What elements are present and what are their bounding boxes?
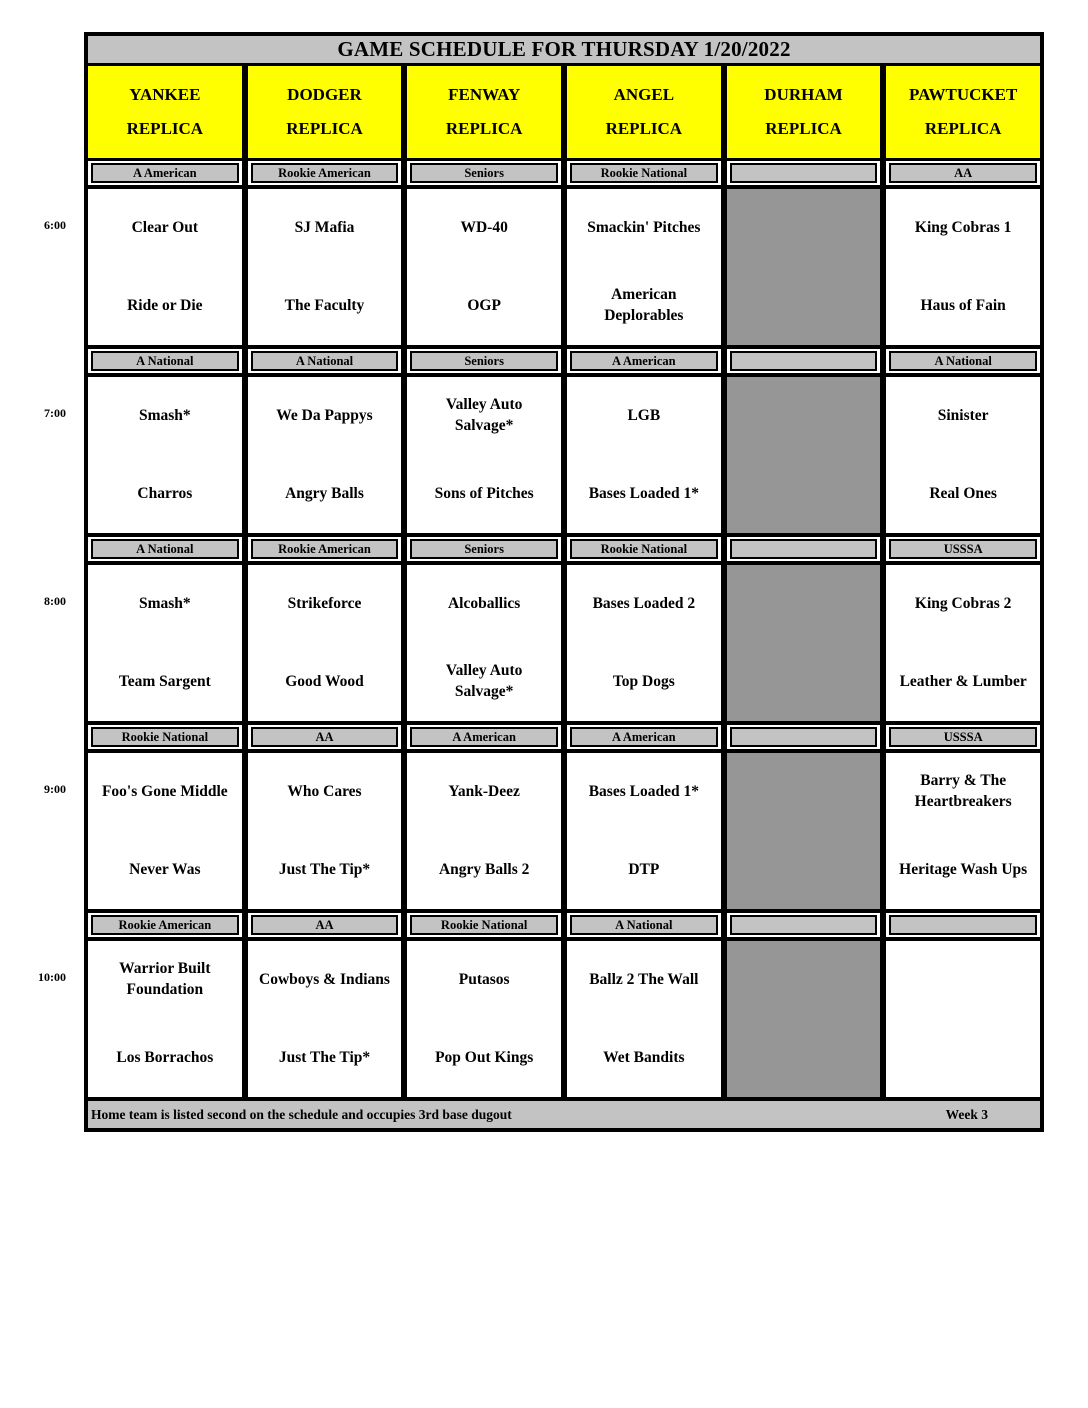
field-type: REPLICA [445,118,523,138]
division-label [730,915,878,935]
game-row [88,749,1040,913]
footer-bar [88,1101,1040,1128]
division-cell [567,161,721,185]
field-header-cell [407,66,561,158]
game-cell [567,941,721,1097]
time-label: 9:00 [44,782,66,796]
division-row [88,913,1040,937]
field-type: REPLICA [765,118,842,138]
page-title: GAME SCHEDULE FOR THURSDAY 1/20/2022 [88,36,1040,66]
home-team: Pop Out Kings [435,1048,534,1066]
away-team: Ballz 2 The Wall [589,970,699,988]
division-cell [886,913,1040,937]
away-team: SJ Mafia [294,218,355,236]
field-name: DODGER [287,85,362,105]
division-cell [886,161,1040,185]
schedule-body [88,161,1040,1101]
division-cell [886,537,1040,561]
division-label: Rookie American [91,915,239,935]
division-cell [88,161,242,185]
division-cell [407,161,561,185]
home-team: Leather & Lumber [899,672,1027,690]
home-team: Valley Auto Salvage* [445,662,523,700]
home-team: Ride or Die [127,296,203,314]
division-label: A American [410,727,558,747]
game-row [88,185,1040,349]
field-name: ANGEL [613,85,675,105]
division-label: A National [91,351,239,371]
home-team: Charros [137,484,193,502]
game-cell [886,189,1040,345]
away-team: Alcoballics [447,594,521,612]
game-cell [407,189,561,345]
away-team: Who Cares [287,782,362,800]
schedule-table [84,32,1044,1132]
footer-week: Week 3 [945,1106,988,1122]
division-cell [407,725,561,749]
game-cell [248,377,402,533]
away-team: LGB [627,406,661,424]
field-name: DURHAM [764,85,843,105]
home-team: Sons of Pitches [434,484,534,502]
away-team: Cowboys & Indians [259,970,390,988]
division-label: Seniors [410,163,558,183]
division-label: Seniors [410,539,558,559]
game-cell-empty [727,941,881,1097]
game-row [88,373,1040,537]
division-label: AA [889,163,1037,183]
away-team: Barry & The Heartbreakers [914,772,1012,810]
away-team: Valley Auto Salvage* [445,396,523,434]
division-label: A National [570,915,718,935]
away-team: Smackin' Pitches [587,218,701,236]
game-cell-empty [727,565,881,721]
field-name: PAWTUCKET [909,85,1018,105]
time-label: 7:00 [44,406,66,420]
division-cell [727,161,881,185]
division-cell [567,913,721,937]
away-team: Putasos [458,970,510,988]
division-cell [248,725,402,749]
division-cell [407,913,561,937]
division-row [88,537,1040,561]
field-header-cell [248,66,402,158]
division-label [730,163,878,183]
game-cell [567,565,721,721]
division-cell [567,537,721,561]
division-label: A National [251,351,399,371]
division-label: Rookie National [91,727,239,747]
division-label: A American [570,727,718,747]
division-cell [567,349,721,373]
home-team: Just The Tip* [278,860,371,878]
game-cell [88,377,242,533]
division-cell [88,725,242,749]
field-header-cell [727,66,881,158]
division-row [88,161,1040,185]
field-header-cell [886,66,1040,158]
game-row [88,561,1040,725]
home-team: The Faculty [284,296,365,314]
away-team: Warrior Built Foundation [119,960,211,998]
game-cell [886,377,1040,533]
home-team: American Deplorables [604,286,684,324]
division-cell [407,537,561,561]
away-team: Sinister [937,406,989,424]
division-cell [248,537,402,561]
division-row [88,349,1040,373]
game-row [88,937,1040,1101]
field-header-cell [567,66,721,158]
division-cell [727,913,881,937]
away-team: Yank-Deez [448,782,520,800]
game-cell-empty [727,753,881,909]
game-cell [248,941,402,1097]
time-label: 10:00 [38,970,66,984]
game-cell [88,189,242,345]
division-cell [886,725,1040,749]
home-team: Never Was [129,860,201,878]
away-team: King Cobras 1 [914,218,1012,236]
home-team: Angry Balls [285,484,364,502]
home-team: Los Borrachos [116,1048,214,1066]
away-team: Strikeforce [287,594,362,612]
division-label: Seniors [410,351,558,371]
division-label: A American [91,163,239,183]
division-label: A American [570,351,718,371]
footer-note: Home team is listed second on the schedule and occupies 3rd base dugout [91,1106,512,1122]
home-team: Wet Bandits [603,1048,685,1066]
home-team: Bases Loaded 1* [588,484,699,502]
home-team: Top Dogs [612,672,675,690]
division-label: USSSA [889,727,1037,747]
division-cell [407,349,561,373]
time-label: 8:00 [44,594,66,608]
game-cell [88,941,242,1097]
division-label: A National [889,351,1037,371]
division-label: Rookie National [410,915,558,935]
division-label [730,351,878,371]
division-cell [886,349,1040,373]
division-cell [88,349,242,373]
division-row [88,725,1040,749]
field-name: FENWAY [448,85,521,105]
game-cell [407,565,561,721]
game-cell-empty [886,941,1040,1097]
away-team: WD-40 [460,218,508,236]
game-cell [88,753,242,909]
division-cell [727,537,881,561]
field-type: REPLICA [605,118,683,138]
away-team: We Da Pappys [276,406,373,424]
away-team: Smash* [138,594,191,612]
game-cell [248,189,402,345]
game-cell [248,565,402,721]
game-cell [407,377,561,533]
game-cell [567,753,721,909]
away-team: Foo's Gone Middle [101,782,228,800]
field-name: YANKEE [129,85,201,105]
division-label [730,539,878,559]
field-header-cell [88,66,242,158]
division-cell [88,913,242,937]
game-cell [567,189,721,345]
division-label: Rookie American [251,163,399,183]
game-cell [886,753,1040,909]
division-label [730,727,878,747]
away-team: Bases Loaded 1* [588,782,699,800]
division-label: AA [251,915,399,935]
time-label: 6:00 [44,218,66,232]
home-team: Real Ones [929,484,997,502]
division-label: USSSA [889,539,1037,559]
division-cell [248,161,402,185]
game-cell [88,565,242,721]
field-type: REPLICA [126,118,204,138]
division-label: Rookie National [570,163,718,183]
home-team: Just The Tip* [278,1048,371,1066]
division-label: AA [251,727,399,747]
game-cell [248,753,402,909]
game-cell [567,377,721,533]
home-team: Angry Balls 2 [438,860,530,878]
away-team: Clear Out [131,218,199,236]
home-team: DTP [628,860,660,878]
away-team: Bases Loaded 2 [592,594,696,612]
game-cell-empty [727,377,881,533]
home-team: Heritage Wash Ups [899,860,1028,878]
field-header-row [88,66,1040,161]
game-cell [886,565,1040,721]
away-team: King Cobras 2 [914,594,1012,612]
home-team: Haus of Fain [920,296,1006,314]
home-team: OGP [467,296,501,314]
division-cell [248,349,402,373]
game-cell-empty [727,189,881,345]
division-cell [727,725,881,749]
game-cell [407,941,561,1097]
division-cell [88,537,242,561]
division-cell [727,349,881,373]
division-label [889,915,1037,935]
field-type: REPLICA [924,118,1002,138]
field-type: REPLICA [286,118,363,138]
division-cell [567,725,721,749]
home-team: Good Wood [285,672,364,690]
division-label: A National [91,539,239,559]
game-cell [407,753,561,909]
division-label: Rookie National [570,539,718,559]
home-team: Team Sargent [118,672,211,690]
division-label: Rookie American [251,539,399,559]
away-team: Smash* [138,406,191,424]
division-cell [248,913,402,937]
